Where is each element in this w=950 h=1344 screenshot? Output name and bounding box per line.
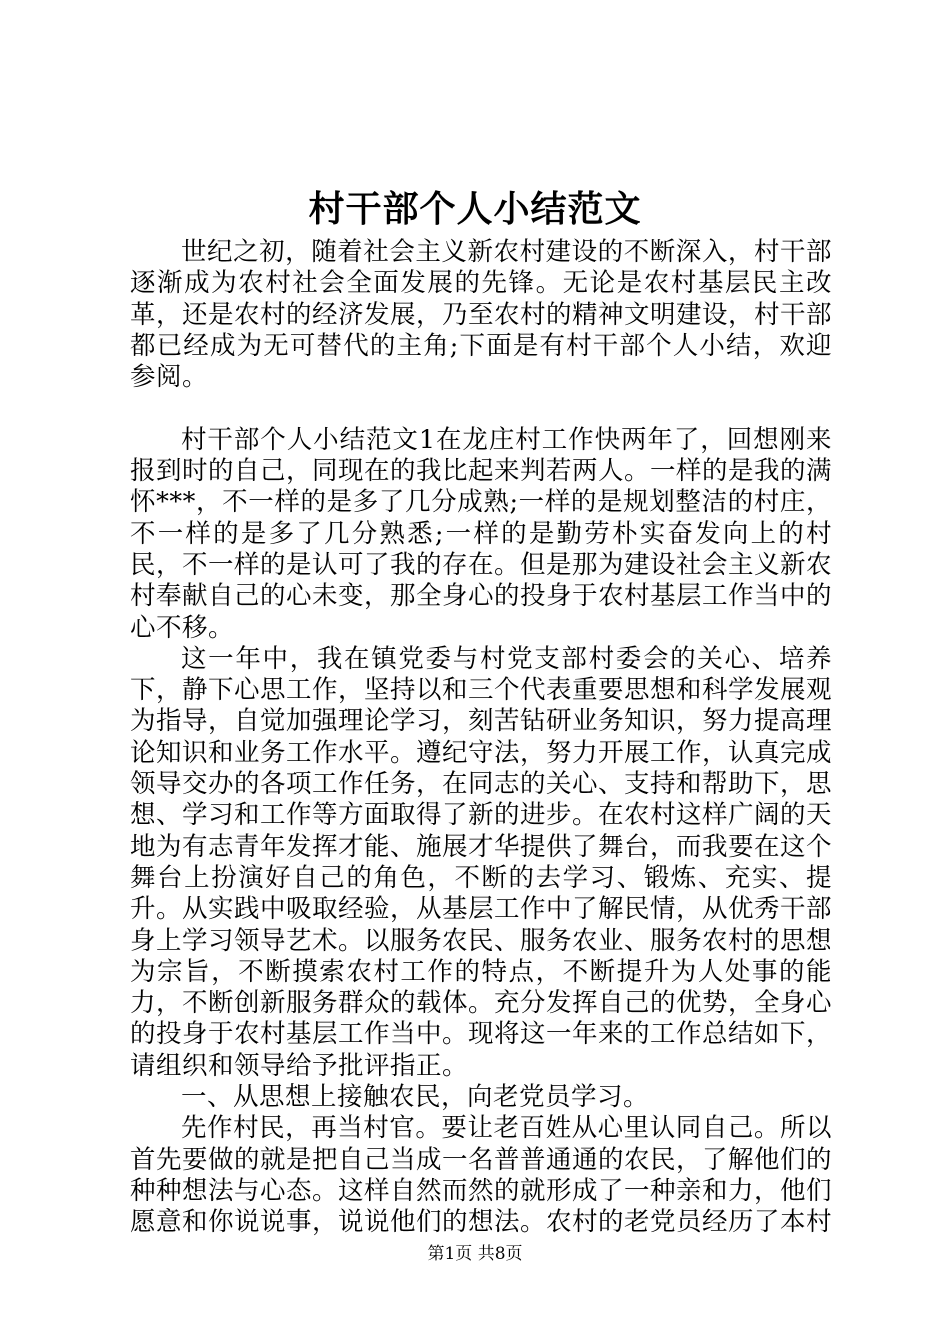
document-body bbox=[130, 237, 832, 1239]
body-paragraph: 村干部个人小结范文1在龙庄村工作快两年了，回想刚来报到时的自己，同现在的我比起来判若两人。一样的是我的满怀***，不一样的是多了几分成熟;一样的是规划整洁的村庄，不一样的是多了几分熟悉;一样的是勤劳朴实奋发向上的村民，不一样的是认可了我的存在。但是那为建设社会主义新农村奉献自己的心未变，那全身心的投身于农村基层工作当中的心不移。 bbox=[130, 424, 833, 643]
body-paragraph: 这一年中，我在镇党委与村党支部村委会的关心、培养下，静下心思工作，坚持以和三个代表重要思想和科学发展观为指导，自觉加强理论学习，刻苦钻研业务知识，努力提高理论知识和业务工作水平。遵纪守法，努力开展工作，认真完成领导交办的各项工作任务，在同志的关心、支持和帮助下，思想、学习和工作等方面取得了新的进步。在农村这样广阔的天地为有志青年发挥才能、施展才华提供了舞台，而我要在这个舞台上扮演好自己的角色，不断的去学习、锻炼、充实、提升。从实践中吸取经验，从基层工作中了解民情，从优秀干部身上学习领导艺术。以服务农民、服务农业、服务农村的思想为宗旨，不断摸索农村工作的特点，不断提升为人处事的能力，不断创新服务群众的载体。充分发挥自己的优势，全身心的投身于农村基层工作当中。现将这一年来的工作总结如下，请组织和领导给予批评指正。 bbox=[130, 643, 833, 1081]
document-title: 村干部个人小结范文 bbox=[308, 188, 642, 230]
page-number: 第1页 共8页 bbox=[427, 1244, 523, 1264]
intro-paragraph: 世纪之初，随着社会主义新农村建设的不断深入，村干部逐渐成为农村社会全面发展的先锋。无论是农村基层民主改革，还是农村的经济发展，乃至农村的精神文明建设，村干部都已经成为无可替代的主角;下面是有村干部个人小结，欢迎参阅。 bbox=[130, 237, 833, 393]
paragraph-spacer bbox=[130, 393, 832, 424]
body-paragraph: 先作村民，再当村官。要让老百姓从心里认同自己。所以首先要做的就是把自己当成一名普普通通的农民，了解他们的种种想法与心态。这样自然而然的就形成了一种亲和力，他们愿意和你说说事，说说他们的想法。农村的老党员经历了本村 bbox=[130, 1113, 833, 1238]
section-heading: 一、从思想上接触农民，向老党员学习。 bbox=[181, 1082, 650, 1113]
